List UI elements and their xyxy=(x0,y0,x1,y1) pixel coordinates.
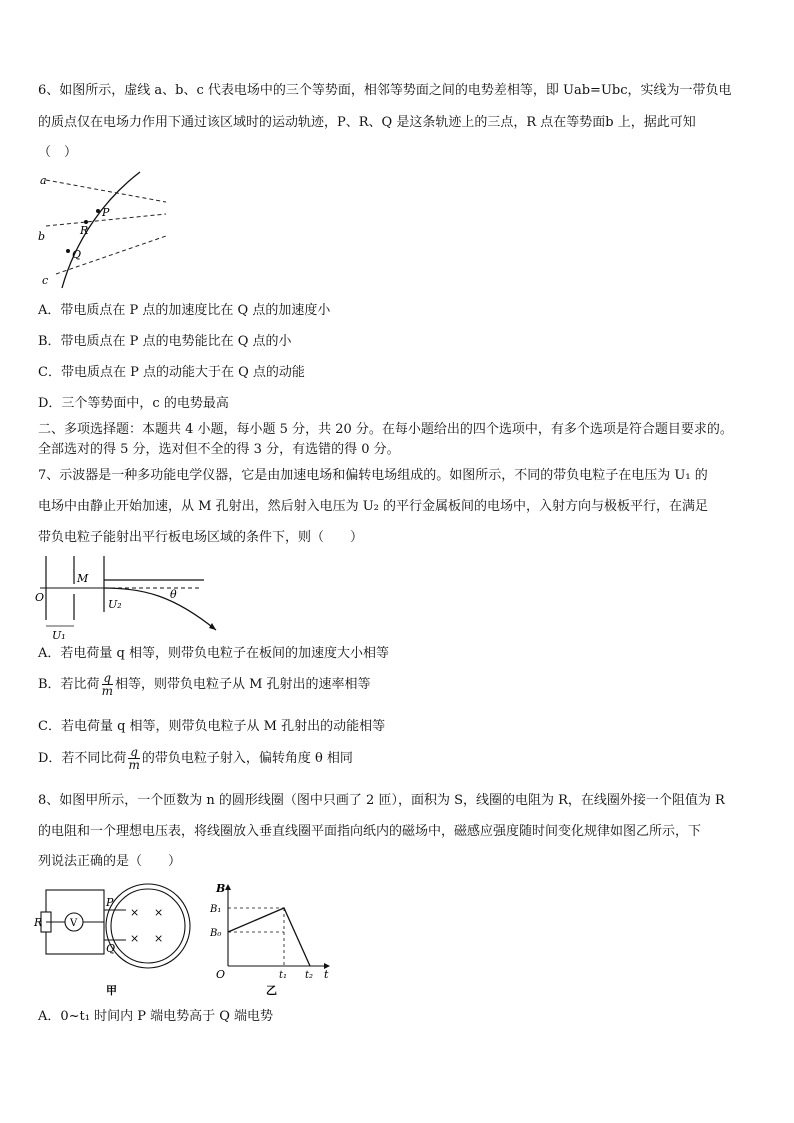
field-cross: × xyxy=(154,906,164,919)
label-o: O xyxy=(216,968,226,981)
q6-option-a: A．带电质点在 P 点的加速度比在 Q 点的加速度小 xyxy=(38,303,331,318)
field-cross: × xyxy=(154,932,164,945)
q8-figure-yi-graph xyxy=(206,880,346,1000)
section2-header-line1: 二、多项选择题：本题共 4 小题，每小题 5 分，共 20 分。在每小题给出的四个选项中，有多个选项是符合题目要求的。 xyxy=(38,422,733,437)
q6-option-b: B．带电质点在 P 点的电势能比在 Q 点的小 xyxy=(38,334,292,349)
label-v: V xyxy=(70,918,78,929)
point-q xyxy=(66,249,70,253)
q6-option-c: C．带电质点在 P 点的动能大于在 Q 点的动能 xyxy=(38,365,305,380)
label-a: a xyxy=(40,174,47,187)
equipotential-a xyxy=(46,180,166,202)
q7-option-a: A．若电荷量 q 相等，则带负电粒子在板间的加速度大小相等 xyxy=(38,646,389,661)
q8-stem-line3: 列说法正确的是（ ） xyxy=(38,854,182,869)
q7-option-d-prefix: D．若不同比荷 xyxy=(38,751,127,766)
fraction-numerator: q xyxy=(103,671,112,685)
q8-stem-line2: 的电阻和一个理想电压表，将线圈放入垂直线圈平面指向纸内的磁场中，磁感应强度随时间变化规律如图乙所示，下 xyxy=(38,824,702,839)
q7-stem-line3: 带负电粒子能射出平行板电场区域的条件下，则（ ） xyxy=(38,530,364,545)
point-p xyxy=(96,209,100,213)
label-p: P xyxy=(102,206,110,219)
label-q: Q xyxy=(72,248,82,261)
q6-stem-line2: 的质点仅在电场力作用下通过该区域时的运动轨迹，P、R、Q 是这条轨迹上的三点，R 点在等势面b 上，据此可知 xyxy=(38,115,696,130)
coil-inner xyxy=(111,889,185,963)
label-b: b xyxy=(38,230,46,243)
field-cross: × xyxy=(130,932,140,945)
label-u2: U₂ xyxy=(108,598,122,611)
q7-option-d xyxy=(38,746,353,771)
coil-outer xyxy=(106,884,190,968)
charge-mass-fraction xyxy=(128,746,139,771)
label-u1: U₁ xyxy=(52,629,66,642)
q7-stem-line1: 7、示波器是一种多功能电学仪器，它是由加速电场和偏转电场组成的。如图所示，不同的带负电粒子在电压为 U₁ 的 xyxy=(38,468,708,483)
label-c: c xyxy=(42,274,49,287)
q8-figure-jia xyxy=(36,880,196,1000)
q6-option-d: D．三个等势面中，c 的电势最高 xyxy=(38,396,229,411)
label-t: t xyxy=(324,968,329,981)
label-m: M xyxy=(77,572,89,585)
fraction-denominator: m xyxy=(128,758,140,772)
q7-option-c: C．若电荷量 q 相等，则带负电粒子从 M 孔射出的动能相等 xyxy=(38,719,386,734)
q7-option-b-prefix: B．若比荷 xyxy=(38,677,100,692)
q7-oscilloscope-figure xyxy=(34,552,224,642)
q8-option-a: A．0~t₁ 时间内 P 端电势高于 Q 端电势 xyxy=(38,1009,274,1024)
label-p: P xyxy=(106,896,114,909)
q7-option-b-suffix: 相等，则带负电粒子从 M 孔射出的速率相等 xyxy=(114,677,371,692)
fraction-denominator: m xyxy=(101,684,113,698)
b-curve xyxy=(228,908,310,966)
section2-header-line2: 全部选对的得 5 分，选对但不全的得 3 分，有选错的得 0 分。 xyxy=(38,442,400,457)
charge-mass-fraction xyxy=(102,672,113,697)
field-cross: × xyxy=(130,906,140,919)
q6-equipotential-figure xyxy=(36,168,176,290)
label-q: Q xyxy=(106,942,116,955)
q7-option-b xyxy=(38,672,371,697)
q6-answer-blank: （ ） xyxy=(38,145,78,160)
label-b: B xyxy=(216,882,226,895)
arrow-head xyxy=(209,623,216,630)
q7-option-d-suffix: 的带负电粒子射入，偏转角度 θ 相同 xyxy=(141,751,353,766)
label-b0: B₀ xyxy=(210,928,222,939)
q6-stem-line1: 6、如图所示，虚线 a、b、c 代表电场中的三个等势面，相邻等势面之间的电势差相等，即 Uab=Ubc，实线为一带负电 xyxy=(38,83,732,98)
q7-stem-line2: 电场中由静止开始加速，从 M 孔射出，然后射入电压为 U₂ 的平行金属板间的电场中，入射方向与极板平行，在满足 xyxy=(38,499,709,514)
label-o: O xyxy=(35,591,45,604)
trajectory-curve xyxy=(62,172,140,288)
label-r: R xyxy=(34,916,43,929)
label-r: R xyxy=(80,224,89,237)
label-t1: t₁ xyxy=(279,970,288,981)
y-axis-arrow xyxy=(225,884,231,890)
label-theta: θ xyxy=(170,588,177,601)
label-t2: t₂ xyxy=(305,970,314,981)
q8-stem-line1: 8、如图甲所示，一个匝数为 n 的圆形线圈（图中只画了 2 匝），面积为 S，线圈的电阻为 R，在线圈外接一个阻值为 R xyxy=(38,793,725,808)
fraction-numerator: q xyxy=(130,745,138,759)
caption-yi: 乙 xyxy=(266,984,277,997)
caption-jia: 甲 xyxy=(106,984,117,997)
label-b1: B₁ xyxy=(210,904,222,915)
